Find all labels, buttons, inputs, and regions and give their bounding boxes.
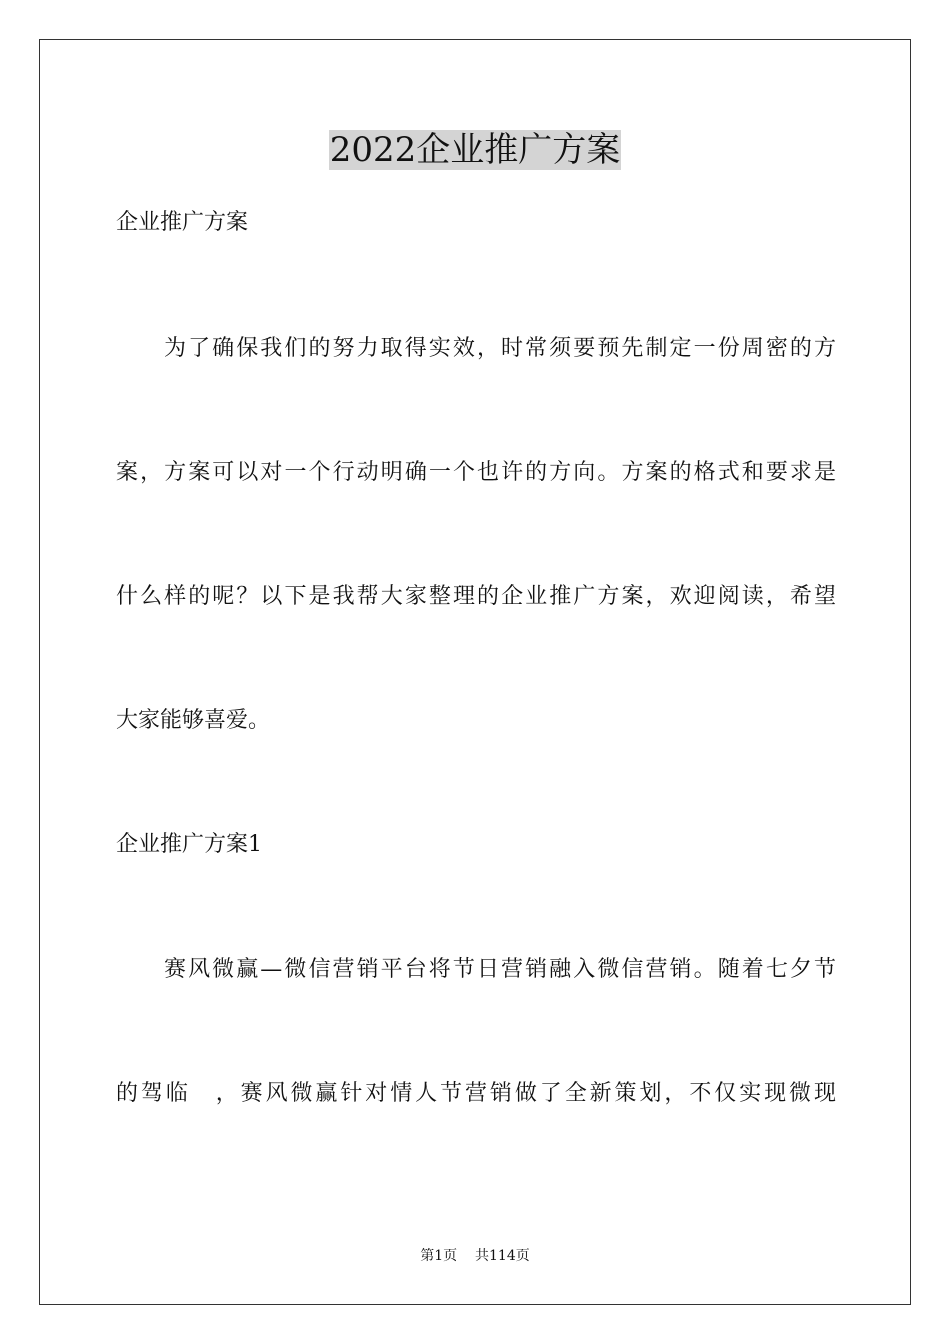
page-footer bbox=[0, 1246, 950, 1266]
paragraph-line: 什么样的呢？以下是我帮大家整理的企业推广方案，欢迎阅读，希望 bbox=[116, 584, 836, 609]
paragraph-line: 案，方案可以对一个行动明确一个也许的方向。方案的格式和要求是 bbox=[116, 460, 836, 485]
section-heading: 企业推广方案 bbox=[116, 210, 249, 235]
section-heading: 企业推广方案1 bbox=[116, 832, 262, 857]
document-title bbox=[0, 128, 950, 172]
page-total: 共114页 bbox=[475, 1248, 530, 1264]
paragraph-line: 的驾临 ，赛风微赢针对情人节营销做了全新策划，不仅实现微现 bbox=[116, 1081, 836, 1106]
paragraph-line: 为了确保我们的努力取得实效，时常须要预先制定一份周密的方 bbox=[164, 336, 836, 361]
paragraph-line: 赛风微赢—微信营销平台将节日营销融入微信营销。随着七夕节 bbox=[164, 957, 836, 982]
page-number: 第1页 bbox=[420, 1248, 458, 1264]
document-title-text: 2022企业推广方案 bbox=[329, 130, 621, 170]
paragraph-line: 大家能够喜爱。 bbox=[116, 708, 271, 733]
